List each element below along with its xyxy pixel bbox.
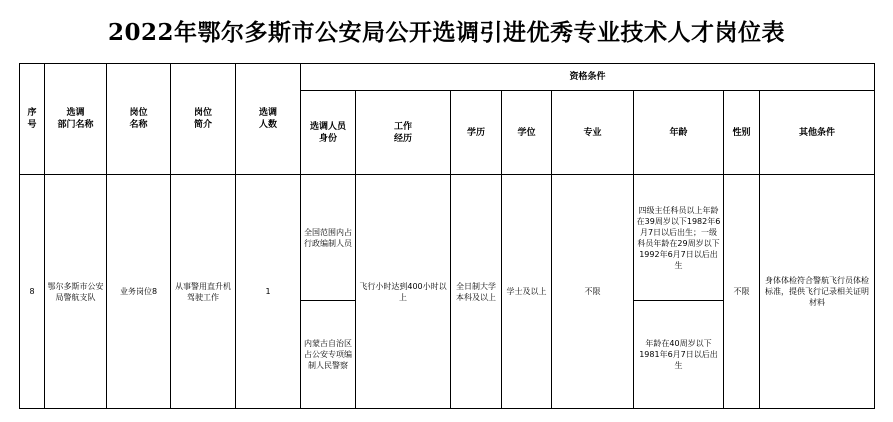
cell-age-1: 四级主任科员以上年龄在39周岁以下1982年6月7日以后出生；一级科员年龄在29周岁以下1992年6月7日以后出生: [634, 175, 724, 301]
header-dept: 选调 部门名称: [45, 64, 107, 175]
header-count: 选调 人数: [236, 64, 301, 175]
header-experience: 工作 经历: [356, 91, 451, 175]
cell-count: 1: [236, 175, 301, 409]
positions-table: [19, 63, 875, 409]
header-education: 学历: [451, 91, 502, 175]
cell-identity-2: 内蒙古自治区占公安专项编制人民警察: [301, 301, 356, 409]
header-age: 年龄: [634, 91, 724, 175]
cell-gender: 不限: [724, 175, 760, 409]
header-post-desc: 岗位 简介: [171, 64, 236, 175]
cell-education: 全日制大学本科及以上: [451, 175, 502, 409]
header-qualifications: 资格条件: [301, 64, 875, 91]
cell-seq: 8: [20, 175, 45, 409]
cell-other: 身体体检符合警航飞行员体检标准，提供飞行记录相关证明材料: [760, 175, 875, 409]
header-post-name: 岗位 名称: [107, 64, 171, 175]
cell-post-name: 业务岗位8: [107, 175, 171, 409]
header-seq: 序 号: [20, 64, 45, 175]
header-major: 专业: [552, 91, 634, 175]
cell-degree: 学士及以上: [502, 175, 552, 409]
header-gender: 性别: [724, 91, 760, 175]
header-other: 其他条件: [760, 91, 875, 175]
header-identity: 选调人员 身份: [301, 91, 356, 175]
cell-identity-1: 全国范围内占行政编制人员: [301, 175, 356, 301]
cell-experience: 飞行小时达到400小时以上: [356, 175, 451, 409]
page-title: 2022年鄂尔多斯市公安局公开选调引进优秀专业技术人才岗位表: [107, 19, 785, 46]
cell-post-desc: 从事警用直升机驾驶工作: [171, 175, 236, 409]
cell-age-2: 年龄在40周岁以下1981年6月7日以后出生: [634, 301, 724, 409]
cell-major: 不限: [552, 175, 634, 409]
header-degree: 学位: [502, 91, 552, 175]
cell-dept: 鄂尔多斯市公安局警航支队: [45, 175, 107, 409]
